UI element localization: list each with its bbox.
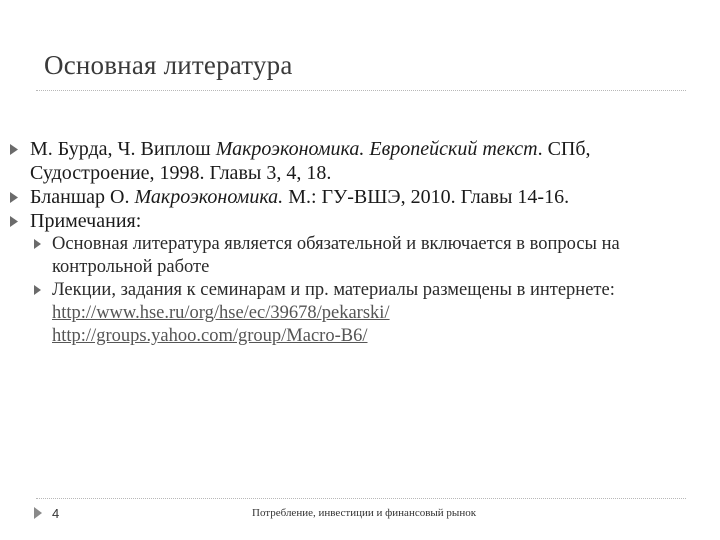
- hse-link[interactable]: http://www.hse.ru/org/hse/ec/39678/pekarski/: [52, 303, 390, 323]
- list-item-burda: [0, 137, 720, 185]
- citation-author: Бланшар О.: [30, 186, 135, 208]
- triangle-right-icon: [10, 144, 18, 155]
- notes-label: Примечания:: [30, 210, 142, 232]
- sublist-item-materials: [30, 279, 720, 348]
- triangle-right-icon: [10, 216, 18, 227]
- citation-details: М.: ГУ-ВШЭ, 2010. Главы 14-16.: [283, 186, 570, 208]
- list-item-blanchard: [0, 185, 720, 209]
- sublist-text: Лекции, задания к семинарам и пр. материалы размещены в интернете:: [52, 280, 615, 300]
- triangle-right-icon: [34, 506, 42, 524]
- footer-divider: [36, 498, 686, 499]
- sublist-item-required: [30, 233, 720, 279]
- yahoo-groups-link[interactable]: http://groups.yahoo.com/group/Macro-B6/: [52, 326, 368, 346]
- triangle-right-icon: [34, 285, 41, 295]
- citation-author: М. Бурда, Ч. Виплош: [30, 138, 216, 160]
- sublist-text: Основная литература является обязательной и включается в вопросы на контрольной работе: [52, 234, 620, 277]
- page-number: 4: [52, 506, 60, 521]
- citation-title: Макроэкономика. Европейский текст: [215, 138, 538, 160]
- triangle-right-icon: [10, 192, 18, 203]
- footer-caption: Потребление, инвестиции и финансовый рынок: [252, 507, 477, 519]
- notes-sublist: [30, 233, 720, 348]
- slide-body: [0, 137, 720, 348]
- triangle-right-icon: [34, 239, 41, 249]
- title-divider: [36, 90, 686, 91]
- citation-title: Макроэкономика.: [134, 186, 284, 208]
- slide-title: Основная литература: [44, 50, 293, 80]
- list-item-notes: [0, 209, 720, 348]
- bullet-list: [0, 137, 720, 348]
- citation-details: . СПб, Судостроение, 1998. Главы 3, 4, 18.: [30, 138, 591, 184]
